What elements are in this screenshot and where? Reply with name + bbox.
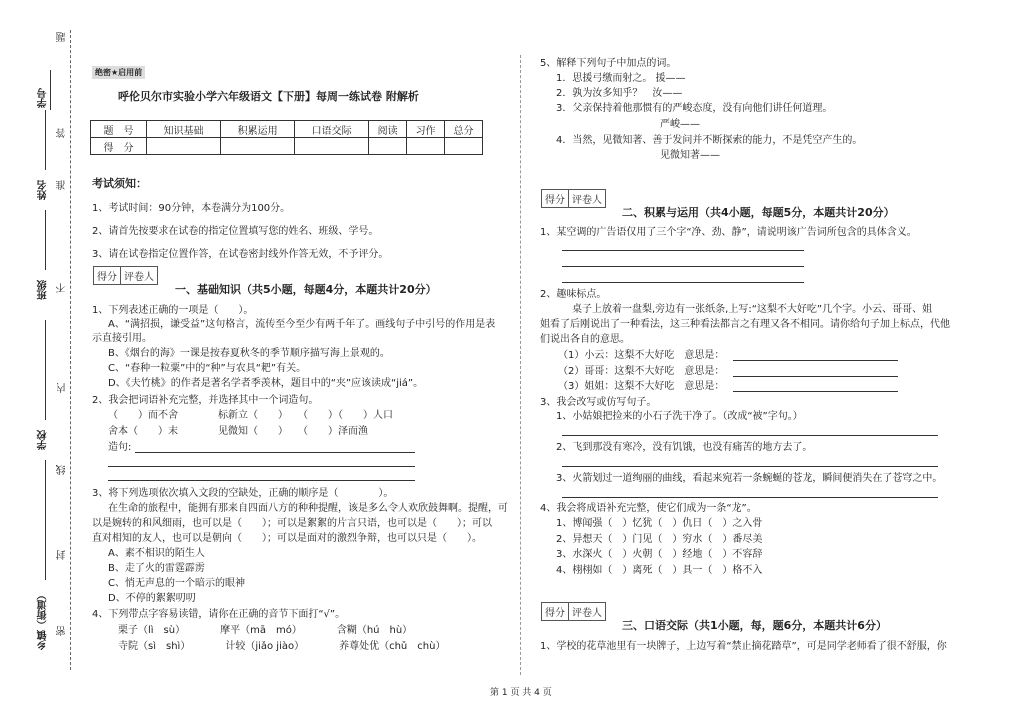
margin-label-class: 班级 — [38, 280, 49, 300]
score-input-cell — [147, 138, 221, 155]
grader-score: 得分 — [545, 608, 565, 619]
question-line: （3）姐姐：这梨不大好吃 意思是： — [558, 381, 725, 392]
question-line: （2）哥哥：这梨不大好吃 意思是： — [558, 366, 725, 377]
answer-line — [562, 250, 804, 251]
option-line: D、不停的絮絮叨叨 — [108, 593, 196, 604]
table-cell: 阅读 — [369, 121, 407, 138]
answer-line — [733, 391, 898, 392]
question-line: 寺院（sì shì） 计较（jiǎo jiào） 养尊处优（chǔ chù） — [118, 641, 446, 652]
margin-label: 准 — [57, 180, 68, 190]
margin-label: 不 — [57, 283, 68, 293]
question-line: 造句: — [108, 442, 132, 453]
question-line: 在生命的旅程中，能拥有那来自四面八方的种种提醒，该是多么令人欢欣鼓舞啊。提醒，可 — [108, 503, 508, 514]
grader-reviewer: 评卷人 — [120, 267, 157, 284]
grader-box — [541, 189, 606, 208]
grader-reviewer: 评卷人 — [568, 190, 605, 207]
question-line: 以是婉转的和风细雨，也可以是（ ）；可以是絮絮的片言只语，也可以是（ ）；可以 — [92, 518, 492, 529]
question-line: B、《烟台的海》一课是按春夏秋冬的季节顺序描写海上景观的。 — [108, 348, 390, 359]
question-line: 2．孰为汝多知乎？ 汝—— — [556, 88, 683, 99]
column-divider — [520, 55, 521, 675]
table-cell: 口语交际 — [295, 121, 369, 138]
margin-label: 答 — [57, 128, 68, 138]
grader-reviewer: 评卷人 — [568, 603, 605, 620]
margin-label: 线 — [57, 465, 68, 475]
option-line: C、悄无声息的一个暗示的眼神 — [108, 578, 245, 589]
question-line: 4．当然，见微知著、善于发问并不断探索的能力，不是凭空产生的。 — [556, 135, 863, 146]
notice-title: 考试须知： — [92, 177, 147, 190]
table-cell: 题 号 — [91, 121, 147, 138]
notice-item: 2、请首先按要求在试卷的指定位置填写您的姓名、班级、学号。 — [92, 226, 379, 237]
question-line: 直对相知的友人，也可以是朝向（ ）；可以是面对的激烈争辩，也可以只是（ ）。 — [92, 533, 482, 544]
score-input-cell — [445, 138, 483, 155]
margin-label: 题 — [57, 32, 68, 42]
question-line: 们说出各自的意思。 — [540, 334, 630, 345]
answer-line — [733, 360, 898, 361]
score-input-cell — [221, 138, 295, 155]
section-title: 一、基础知识（共5小题，每题4分，本题共计20分） — [175, 283, 437, 296]
answer-line — [733, 376, 898, 377]
question-line: （ ）而不舍 标新立（ ） （ ）（ ）人口 — [108, 410, 393, 421]
question-line: 栗子（lì sù） 摩平（mā mó） 含糊（hú hù） — [118, 625, 413, 636]
question-line: 1、某空调的广告语仅用了三个字“净、劲、静”，请说明该广告词所包含的具体含义。 — [540, 227, 917, 238]
answer-line — [562, 266, 804, 267]
table-cell: 积累运用 — [221, 121, 295, 138]
question-line: 见微知著—— — [660, 150, 720, 161]
margin-label-student-id: 学号 — [38, 88, 49, 108]
score-input-cell — [407, 138, 445, 155]
question-line: 2、异想天（ ）门见（ ）穷水（ ）番尽美 — [556, 534, 763, 545]
table-cell: 习作 — [407, 121, 445, 138]
table-cell: 得 分 — [91, 138, 147, 155]
margin-label-name: 姓名 — [38, 180, 49, 200]
question-line: 1、小姑娘把捡来的小石子洗干净了。（改成“被”字句。） — [556, 411, 803, 422]
question-line: 姐看了后刚说出了一种看法，这三种看法都言之有理又各不相同。请你给句子加上标点，代他 — [540, 319, 950, 330]
question-line: 1、下列表述正确的一项是（ ）。 — [92, 305, 254, 316]
margin-label-town: 乡镇（街道） — [38, 590, 49, 650]
margin-label: 密 — [57, 626, 68, 636]
page-title: 呼伦贝尔市实验小学六年级语文【下册】每周一练试卷 附解析 — [118, 90, 419, 103]
question-line: 3、我会改写或仿写句子。 — [540, 397, 657, 408]
grader-score: 得分 — [97, 272, 117, 283]
section-title: 三、口语交际（共1小题，每，题6分，本题共计6分） — [622, 619, 887, 632]
score-table — [90, 120, 483, 155]
option-line: B、走了火的雷霆霹雳 — [108, 563, 205, 574]
question-line: 示直接引用。 — [92, 333, 152, 344]
margin-label: 封 — [57, 550, 68, 560]
question-line: D、《夫竹桃》的作者是著名学者季羡林，题目中的“夹”应该读成“jiá”。 — [108, 378, 424, 389]
answer-line — [108, 466, 415, 467]
question-line: 3．父亲保持着他那惯有的严峻态度，没有向他们讲任何道理。 — [556, 103, 833, 114]
question-line: 2、飞到那没有寒冷，没有饥饿，也没有痛苦的地方去了。 — [556, 442, 813, 453]
seal-line — [70, 30, 71, 670]
page-number: 第 1 页 共 4 页 — [490, 688, 552, 698]
notice-item: 1、考试时间：90分钟，本卷满分为100分。 — [92, 203, 291, 214]
grader-box — [541, 602, 606, 621]
question-line: （1）小云：这梨不大好吃 意思是： — [558, 350, 725, 361]
answer-line — [562, 497, 938, 498]
grader-score: 得分 — [545, 195, 565, 206]
grader-box — [93, 266, 158, 285]
question-line: 2、趣味标点。 — [540, 289, 607, 300]
question-line: 舍本（ ）末 见微知（ ） （ ）泽而渔 — [108, 426, 368, 437]
question-line: 4、下列带点字容易读错，请你在正确的音节下面打“√”。 — [92, 609, 346, 620]
question-line: 桌子上放着一盘梨,旁边有一张纸条,上写:“这梨不大好吃”几个字。小云、哥哥、姐 — [572, 304, 933, 315]
question-line: 3、将下列选项依次填入文段的空缺处，正确的顺序是（ ）。 — [92, 488, 394, 499]
question-line: 3、火箭划过一道绚丽的曲线，看起来宛若一条蜿蜒的苍龙，瞬间便消失在了苍穹之中。 — [556, 473, 943, 484]
question-line: 4、我会将成语补充完整，使它们成为一条“龙”。 — [540, 503, 757, 514]
question-line: 4、栩栩如（ ）离死（ ）具一（ ）格不入 — [556, 565, 763, 576]
question-line: 1、学校的花草池里有一块牌子，上边写着“禁止摘花踏草”，可是同学老师看了很不舒服，你 — [540, 641, 947, 652]
question-line: 1、博闻强（ ）忆犹（ ）仇日（ ）之入骨 — [556, 518, 763, 529]
confidential-badge: 绝密★启用前 — [92, 66, 145, 79]
score-input-cell — [369, 138, 407, 155]
table-cell: 总分 — [445, 121, 483, 138]
answer-line — [562, 466, 938, 467]
question-line: 2、我会把词语补充完整，并选择其中一个词造句。 — [92, 395, 319, 406]
question-line: C、“春种一粒粟”中的“种”与农具“耙”有关。 — [108, 363, 307, 374]
notice-item: 3、请在试卷指定位置作答，在试卷密封线外作答无效，不予评分。 — [92, 249, 389, 260]
table-cell: 知识基础 — [147, 121, 221, 138]
answer-line — [562, 282, 804, 283]
option-line: A、素不相识的陌生人 — [108, 548, 205, 559]
answer-line — [135, 452, 415, 453]
question-line: 3、水深火（ ）火朝（ ）经地（ ）不容辞 — [556, 549, 763, 560]
answer-line — [108, 480, 415, 481]
margin-label-school: 学校 — [38, 430, 49, 450]
section-title: 二、积累与运用（共4小题，每题5分，本题共计20分） — [622, 206, 895, 219]
question-line: A、“满招损，谦受益”这句格言，流传至今至少有两千年了。画线句子中引号的作用是表 — [108, 319, 496, 330]
answer-line — [562, 435, 938, 436]
score-input-cell — [295, 138, 369, 155]
question-line: 1．思援弓缴而射之。 援—— — [556, 73, 686, 84]
question-line: 严峻—— — [660, 119, 700, 130]
margin-label: 内 — [57, 383, 68, 393]
question-line: 5、解释下列句子中加点的词。 — [540, 58, 677, 69]
